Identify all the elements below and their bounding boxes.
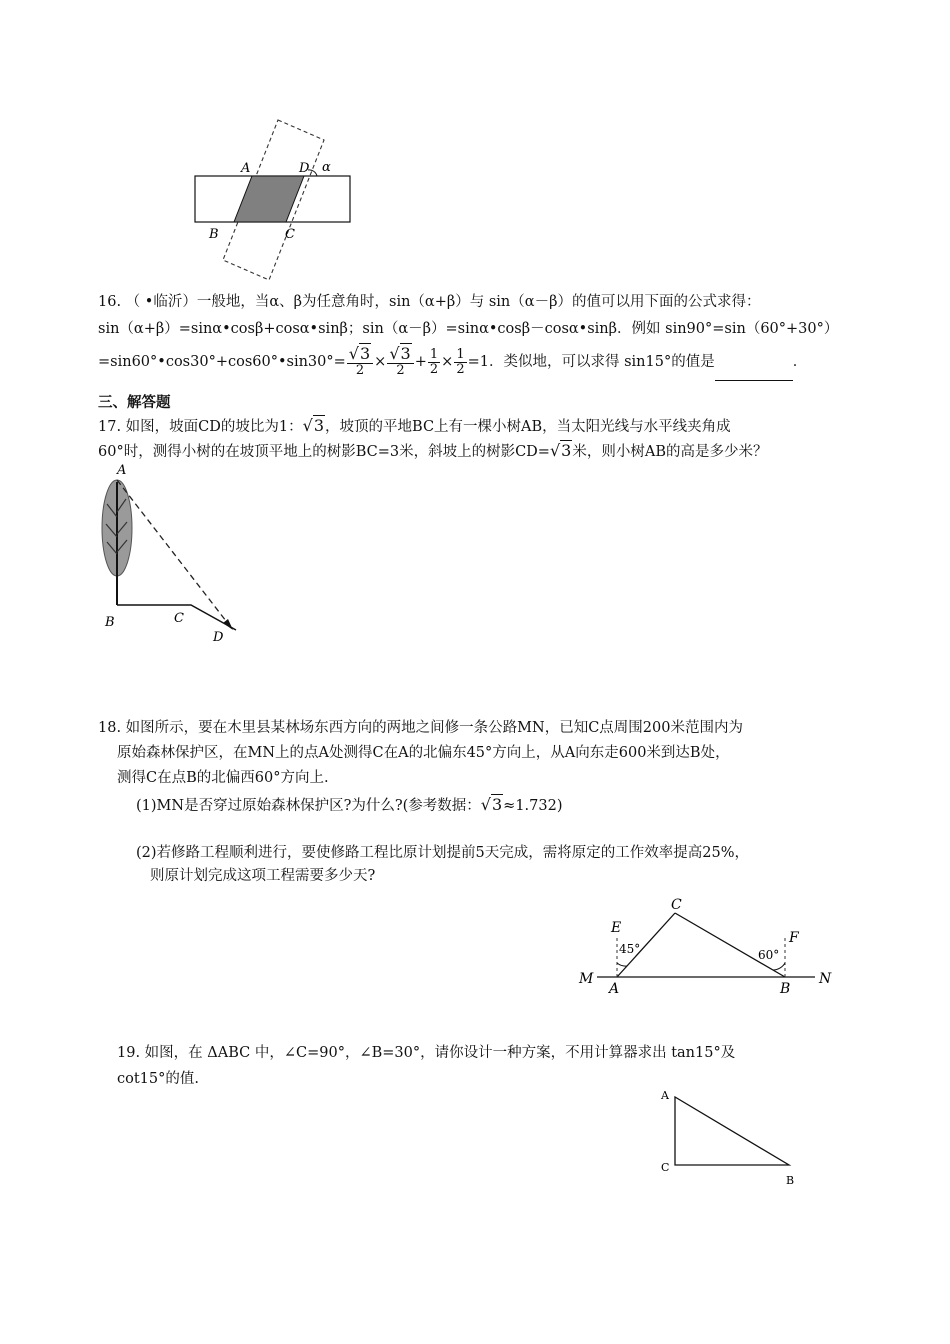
q17-label-d: D [213, 630, 224, 645]
q16-shaded-parallelogram [234, 176, 304, 222]
q19-figure [655, 1085, 805, 1190]
q16-label-d: D [299, 161, 310, 176]
q18-label-a: A [609, 981, 620, 997]
q18-label-n: N [819, 971, 832, 987]
q17-sqrt-3-b: √3 [549, 441, 572, 460]
q18-label-45: 45° [619, 942, 641, 956]
q18-line-2: 原始森林保护区，在MN上的点A处测得C在A的北偏东45°方向上，从A向东走600米到达B处， [117, 745, 730, 761]
q17-label-b: B [105, 615, 115, 630]
q17-line-2: 60°时，测得小树的在坡顶平地上的树影BC=3米，斜坡上的树影CD=√3米，则小树AB的高是多少米？ [98, 441, 768, 460]
q16-sqrt-1: √3 [348, 343, 371, 363]
q18-label-e: E [611, 920, 622, 936]
q18-label-c: C [671, 897, 682, 913]
q19-line-2: cot15°的值. [117, 1071, 199, 1087]
q16-line-1: 16. （ •临沂）一般地，当α、β为任意角时，sin（α+β）与 sin（α－β）的值可以用下面的公式求得： [98, 294, 761, 310]
q17-figure [95, 462, 255, 647]
q18-label-f: F [789, 930, 799, 946]
q18-figure [575, 895, 840, 1000]
q16-fraction-1: $\frac{√3}{2}$ [347, 347, 373, 378]
q16-answer-blank[interactable] [715, 366, 793, 381]
q19-line-1: 19. 如图，在 ΔABC 中，∠C=90°，∠B=30°，请你设计一种方案，不用计算器求出 tan15°及 [117, 1045, 736, 1061]
section-3-heading: 三、解答题 [98, 394, 171, 411]
q16-fraction-4: $\frac{1}{2}$ [456, 346, 465, 377]
q16-line-3-pre: =sin60°•cos30°+cos60°•sin30°= [98, 354, 346, 370]
q16-fraction-2: $\frac{√3}{2}$ [387, 347, 413, 378]
q17-line-1: 17. 如图，坡面CD的坡比为1：√3，坡顶的平地BC上有一棵小树AB，当太阳光线与水平线夹角成 [98, 416, 731, 435]
q17-label-a: A [117, 463, 127, 478]
q16-label-alpha: α [322, 160, 331, 175]
q19-label-b: B [786, 1174, 795, 1187]
q18-label-m: M [579, 971, 594, 987]
q18-label-b: B [780, 981, 791, 997]
q19-label-c: C [661, 1161, 670, 1174]
q18-line-3: 测得C在点B的北偏西60°方向上. [117, 770, 329, 786]
q16-line-2: sin（α+β）=sinα•cosβ+cosα•sinβ；sin（α－β）=sinα•cosβ－cosα•sinβ．例如 sin90°=sin（60°+30°） [98, 321, 839, 337]
q16-line-3-post: =1．类似地，可以求得 sin15°的值是 [467, 354, 715, 370]
q16-label-a: A [241, 161, 251, 176]
q16-figure [180, 110, 370, 290]
q16-sqrt-2: √3 [389, 343, 411, 363]
q16-fraction-3: $\frac{1}{2}$ [429, 346, 439, 377]
q18-sub-2-line-1: (2)若修路工程顺利进行，要使修路工程比原计划提前5天完成，需将原定的工作效率提高25%， [136, 845, 749, 861]
q16-line-3: =sin60°•cos30°+cos60°•sin30°= $\frac{√3}{2}$ × $\frac{√3}{2}$ + $\frac{1}{2}$ × $\frac{1}{2}$ =1．类似地，可以求得 sin15°的值是 ． [98, 343, 807, 381]
q16-label-c: C [285, 227, 295, 242]
q18-label-60: 60° [758, 948, 780, 962]
q18-sub-2-line-2: 则原计划完成这项工程需要多少天? [150, 868, 376, 884]
q16-label-b: B [209, 227, 219, 242]
q18-sub-1: (1)MN是否穿过原始森林保护区?为什么?(参考数据：√3≈1.732) [136, 795, 563, 814]
q17-label-c: C [174, 611, 184, 626]
q18-sqrt-3: √3 [480, 795, 503, 814]
q19-label-a: A [661, 1089, 669, 1102]
q18-line-1: 18. 如图所示，要在木里县某林场东西方向的两地之间修一条公路MN，已知C点周围200米范围内为 [98, 720, 743, 736]
q17-sqrt-3-a: √3 [302, 416, 325, 435]
